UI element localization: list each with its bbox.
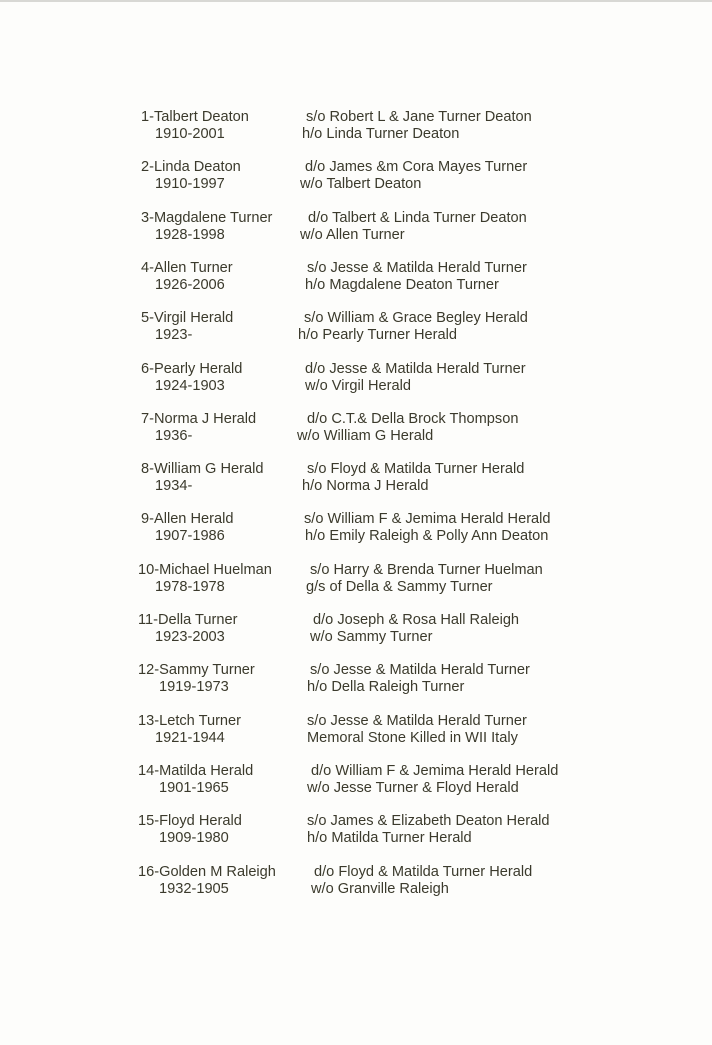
- entry-spouse: h/o Matilda Turner Herald: [307, 830, 472, 847]
- entry-dates: 1934-: [155, 478, 193, 495]
- entry-name: 15-Floyd Herald: [138, 813, 242, 830]
- entry-spouse: h/o Magdalene Deaton Turner: [305, 276, 499, 293]
- entry-spouse: w/o Sammy Turner: [310, 629, 433, 645]
- entry-spouse: w/o Talbert Deaton: [300, 176, 422, 193]
- entry-spouse: h/o Linda Turner Deaton: [302, 126, 460, 142]
- entry-name: 9-Allen Herald: [141, 511, 234, 528]
- scan-edge: [0, 0, 712, 2]
- entry-dates: 1909-1980: [159, 830, 229, 847]
- entry-spouse: g/s of Della & Sammy Turner: [306, 578, 493, 595]
- entry-dates: 1936-: [155, 427, 193, 444]
- entry-parentage: d/o C.T.& Della Brock Thompson: [307, 410, 519, 427]
- entry-name: 12-Sammy Turner: [138, 662, 255, 679]
- entry-parentage: s/o Jesse & Matilda Herald Turner: [307, 259, 527, 276]
- entry-dates: 1907-1986: [155, 528, 225, 545]
- entry-parentage: d/o Floyd & Matilda Turner Herald: [314, 863, 533, 880]
- entry-parentage: s/o William F & Jemima Herald Herald: [304, 511, 551, 528]
- entry-name: 14-Matilda Herald: [138, 762, 254, 779]
- entry-parentage: s/o James & Elizabeth Deaton Herald: [307, 813, 550, 830]
- entry-dates: 1923-: [155, 327, 193, 344]
- entry-spouse: w/o Jesse Turner & Floyd Herald: [307, 779, 519, 796]
- entry-dates: 1926-2006: [155, 276, 225, 293]
- entry-dates: 1923-2003: [155, 629, 225, 645]
- entry-spouse: h/o Della Raleigh Turner: [307, 679, 465, 696]
- entry-name: 7-Norma J Herald: [141, 410, 257, 427]
- entry-parentage: d/o Joseph & Rosa Hall Raleigh: [313, 612, 520, 628]
- entry-spouse: w/o Granville Raleigh: [311, 880, 449, 897]
- entry-name: 5-Virgil Herald: [141, 310, 234, 327]
- entry-dates: 1901-1965: [159, 779, 229, 796]
- entry-spouse: w/o William G Herald: [297, 427, 434, 444]
- entry-name: 16-Golden M Raleigh: [138, 863, 276, 880]
- entry-parentage: s/o Jesse & Matilda Herald Turner: [307, 712, 527, 729]
- entry-parentage: s/o Robert L & Jane Turner Deaton: [306, 109, 532, 125]
- entry-name: 1-Talbert Deaton: [141, 109, 249, 125]
- entry-dates: 1919-1973: [159, 679, 229, 696]
- entry-parentage: d/o Jesse & Matilda Herald Turner: [305, 360, 526, 377]
- entry-dates: 1924-1903: [155, 377, 225, 394]
- entry-spouse: h/o Norma J Herald: [302, 478, 429, 495]
- entry-parentage: s/o William & Grace Begley Herald: [304, 310, 528, 327]
- entry-spouse: h/o Emily Raleigh & Polly Ann Deaton: [305, 528, 549, 545]
- entry-spouse: w/o Virgil Herald: [305, 377, 411, 394]
- entry-dates: 1928-1998: [155, 226, 225, 243]
- entry-name: 3-Magdalene Turner: [141, 209, 273, 226]
- entry-name: 13-Letch Turner: [138, 712, 242, 729]
- entry-dates: 1921-1944: [155, 729, 225, 746]
- entry-parentage: d/o Talbert & Linda Turner Deaton: [308, 209, 527, 226]
- entry-parentage: s/o Jesse & Matilda Herald Turner: [310, 662, 530, 679]
- entry-dates: 1910-1997: [155, 176, 225, 193]
- entry-parentage: d/o William F & Jemima Herald Herald: [311, 762, 559, 779]
- entry-spouse: w/o Allen Turner: [300, 226, 405, 243]
- entry-name: 4-Allen Turner: [141, 259, 233, 276]
- entry-name: 10-Michael Huelman: [138, 561, 272, 578]
- entry-name: 11-Della Turner: [138, 612, 238, 628]
- entry-parentage: d/o James &m Cora Mayes Turner: [305, 159, 528, 176]
- entry-dates: 1932-1905: [159, 880, 229, 897]
- entry-name: 2-Linda Deaton: [141, 159, 241, 176]
- entry-spouse: Memoral Stone Killed in WII Italy: [307, 729, 518, 746]
- entry-dates: 1910-2001: [155, 126, 225, 142]
- entry-name: 8-William G Herald: [141, 461, 264, 478]
- entry-dates: 1978-1978: [155, 578, 225, 595]
- entry-name: 6-Pearly Herald: [141, 360, 243, 377]
- entry-spouse: h/o Pearly Turner Herald: [298, 327, 457, 344]
- entry-parentage: s/o Harry & Brenda Turner Huelman: [310, 561, 543, 578]
- entry-parentage: s/o Floyd & Matilda Turner Herald: [307, 461, 525, 478]
